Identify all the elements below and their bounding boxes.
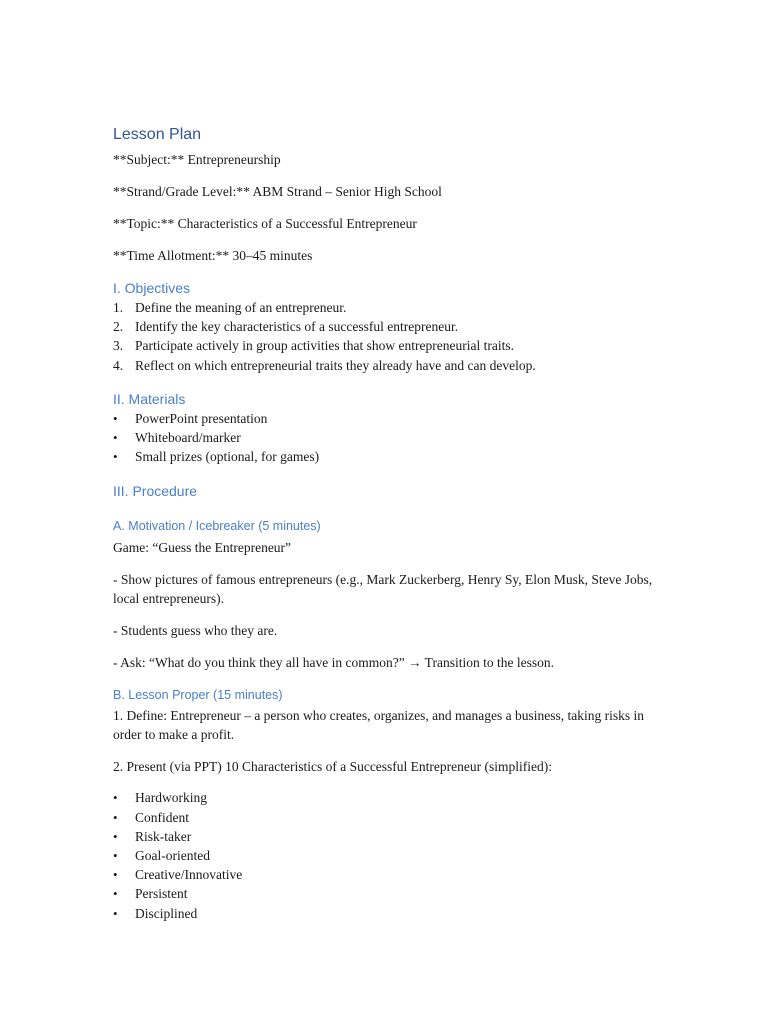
list-item: • Confident xyxy=(113,809,189,825)
meta-subject: **Subject:** Entrepreneurship xyxy=(113,152,281,167)
motivation-step-3: - Ask: “What do you think they all have in common?” → Transition to the lesson. xyxy=(113,655,554,671)
list-item: • Disciplined xyxy=(113,905,198,921)
motivation-step-2: - Students guess who they are. xyxy=(113,623,278,639)
list-item: • Small prizes (optional, for games) xyxy=(113,449,320,465)
motivation-heading: A. Motivation / Icebreaker (5 minutes) xyxy=(113,519,321,534)
objectives-heading: I. Objectives xyxy=(113,280,191,296)
document-title: Lesson Plan xyxy=(113,126,202,143)
list-item: 3. Participate actively in group activities that show entrepreneurial traits. xyxy=(113,338,514,354)
lesson-proper-heading: B. Lesson Proper (15 minutes) xyxy=(113,688,283,703)
list-item: • Hardworking xyxy=(113,790,207,806)
document-page xyxy=(113,124,673,923)
list-item: • Persistent xyxy=(113,886,188,902)
meta-time: **Time Allotment:** 30–45 minutes xyxy=(113,248,313,263)
lesson-present: 2. Present (via PPT) 10 Characteristics of a Successful Entrepreneur (simplified): xyxy=(113,759,553,775)
procedure-heading: III. Procedure xyxy=(113,483,198,500)
meta-topic: **Topic:** Characteristics of a Successful Entrepreneur xyxy=(113,216,417,231)
lesson-define: 1. Define: Entrepreneur – a person who creates, organizes, and manages a business, taking risks in order to make a profit. xyxy=(113,708,644,743)
list-item: 4. Reflect on which entrepreneurial traits they already have and can develop. xyxy=(113,357,536,373)
list-item: 1. Define the meaning of an entrepreneur. xyxy=(113,300,347,315)
motivation-step-1: - Show pictures of famous entrepreneurs (e.g., Mark Zuckerberg, Henry Sy, Elon Musk, Steve Jobs, local entrepreneurs). xyxy=(113,572,653,607)
materials-list xyxy=(113,409,673,467)
motivation-game: Game: “Guess the Entrepreneur” xyxy=(113,540,292,556)
list-item: • Whiteboard/marker xyxy=(113,430,241,446)
meta-strand: **Strand/Grade Level:** ABM Strand – Senior High School xyxy=(113,184,442,199)
traits-list xyxy=(113,788,673,922)
list-item: • Risk-taker xyxy=(113,828,192,844)
objectives-list xyxy=(113,298,673,375)
list-item: • Goal-oriented xyxy=(113,848,210,864)
list-item: • PowerPoint presentation xyxy=(113,410,268,426)
list-item: 2. Identify the key characteristics of a successful entrepreneur. xyxy=(113,319,459,335)
list-item: • Creative/Innovative xyxy=(113,867,243,883)
materials-heading: II. Materials xyxy=(113,390,186,407)
